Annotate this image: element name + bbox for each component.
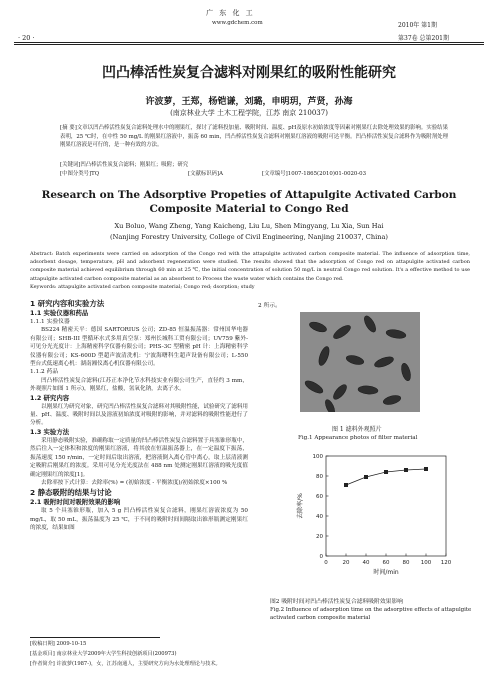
- x-tick-label: 20: [342, 560, 350, 566]
- y-tick-label: 80: [316, 474, 323, 480]
- title-en: Research on The Adsorptive Propeties of Attapulgite Activated Carbon Composite Material to Congo Red: [41, 189, 457, 215]
- section-1-heading: 1 研究内容和实验方法: [30, 299, 105, 308]
- classification-cn: [中图分类号]TQ: [60, 171, 100, 177]
- x-tick-label: 100: [420, 560, 432, 566]
- figure-2-caption-cn: 图2 吸附时间对凹凸棒活性炭复合滤料吸附效果影响: [270, 599, 404, 605]
- abstract-en: Abstract: Batch experiments were carried on adsorption of the Congo red with the attapulgite activated carbon composite material. The influence of adsorption time, adsorbent dosage, temperature, pH and adsorbent regeneration were studied. The results showed that the adsorption of Congo red on attapulgite activated carbon composite material achieved equilibrium through 60 min at 25 ℃, the initial concentration of solution 50 mg/L in neutral Congo red solution. It's a effective method to use attapulgite activated carbon composite material as an absorbent to Process the waste water which contains the Congo red.: [30, 251, 470, 282]
- section-1-1-1-heading: 1.1.1 实验仪器: [30, 319, 70, 325]
- x-tick-label: 80: [402, 560, 410, 566]
- paragraph-instruments: BS224 精密天平：德国 SARTORIUS 公司；ZD-85 恒温振荡器：常州国华电器有限公司；SHB-III 型循环水式多用真空泵：郑州长城科工贸有限公司；UV759 紫外-可见分光光度计：上海精密科学仪器有限公司；PHS-3C 型精密 pH 计：上海精密科学仪器有限公司；KS-600D 型超声波清洗机：宁波海曙科生超声设备有限公司；L-550 型台式低速离心机：湖南湘仪离心机仪器有限公司。: [30, 327, 248, 368]
- data-point: [364, 475, 368, 479]
- paragraph-removal-formula: 去除率按下式计算：去除率(%) = (初始浓度 - 平衡浓度)/初始浓度×100 %: [41, 479, 228, 486]
- footnote-author: [作者简介] 许波萝(1987-)，女，江苏南通人，主要研究方向为水处理理论与技术。: [30, 661, 221, 667]
- section-2-1-heading: 2.1 吸附时间对吸附效果的影响: [30, 498, 121, 507]
- section-1-3-heading: 1.3 实验方法: [30, 427, 70, 436]
- section-1-1-2-heading: 1.1.2 药品: [30, 369, 59, 376]
- x-tick-label: 40: [362, 560, 370, 566]
- y-axis-label: 去除率/%: [297, 493, 304, 519]
- journal-name: 广 东 化 工: [206, 9, 255, 17]
- section-2-heading: 2 静态吸附的结果与讨论: [30, 488, 112, 498]
- authors-cn: 许波萝，王郑，杨铠谦，刘璐，申明玥，芦贤，孙海: [145, 97, 353, 107]
- affiliation-cn: (南京林业大学 土木工程学院，江苏 南京 210037): [170, 109, 328, 117]
- affiliation-en: (Nanjing Forestry University, College of Civil Engineering, Nanjing 210037, China): [110, 233, 388, 241]
- y-tick-label: 40: [316, 514, 323, 520]
- paragraph-method: 采用静态吸附实验，准确称取一定质量的凹凸棒活性炭复合滤料置于具塞锥形瓶中，然后往入一定体积和浓度的刚果红溶液，将其放在恒温振荡器上，在一定温度下振荡，振荡速度 150 r/min，一定时间后取出溶液，把溶液倒入离心管中离心，取上层清液测定吸附后刚果红的浓度。采用可见分光光度法在 488 nm 处测定刚果红溶液的吸光度值确定刚果红的浓度[1]。: [30, 437, 248, 478]
- y-tick-label: 100: [312, 454, 323, 460]
- section-1-1-heading: 1.1 实验仪器和药品: [30, 309, 89, 317]
- data-point: [384, 470, 388, 474]
- paragraph-research-content: 以刚果红为研究对象，研究凹凸棒活性炭复合滤料对其吸附性能，试验研究了滤料用量、pH、温度、吸附时间以及溶液初始浓度对吸附的影响，并对滤料的吸附性能进行了分析。: [30, 403, 248, 427]
- title-cn: 凹凸棒活性炭复合滤料对刚果红的吸附性能研究: [102, 65, 396, 81]
- figure-1-caption-en: Fig.1 Appearance photos of filter material: [298, 435, 418, 441]
- volume-info: 第37卷 总第201期: [398, 35, 449, 42]
- y-tick-label: 0: [319, 554, 323, 560]
- footnote-rule: [30, 637, 160, 638]
- footnote-received: [收稿日期] 2009-10-15: [30, 641, 87, 647]
- header-rule-2: [14, 44, 484, 45]
- y-tick-label: 20: [316, 534, 323, 540]
- authors-en: Xu Boluo, Wang Zheng, Yang Kaicheng, Liu Lu, Shen Mingyang, Lu Xia, Sun Hai: [114, 222, 384, 230]
- figure-2-caption-en: Fig.2 Influence of adsorption time on the adsorptive effects of attapulgite activated carbon composite material: [270, 607, 472, 621]
- data-point: [424, 467, 428, 471]
- journal-url[interactable]: www.gdchem.com: [212, 20, 263, 26]
- document-code-cn: [文献标识码]A: [188, 171, 224, 177]
- keywords-cn: [关键词]凹凸棒活性炭复合滤料；刚果红；吸附；研究: [60, 162, 189, 168]
- section-1-2-heading: 1.2 研究内容: [30, 393, 70, 402]
- keywords-en: Keywords: attapulgite activated carbon composite material; Congo red; dsorption; study: [30, 284, 255, 290]
- header-rule: [14, 42, 484, 43]
- left-column: [30, 298, 248, 533]
- page-number: · 20 ·: [18, 34, 35, 42]
- filter-material-photo-art: [300, 312, 420, 412]
- article-number-cn: [文章编号]1007-1865(2010)01-0020-03: [262, 171, 367, 177]
- year-issue: 2010年 第1期: [398, 22, 437, 29]
- footnote-fund: [基金项目] 南京林业大学2009年大学生科技创新项目(200973): [30, 651, 177, 657]
- data-point: [404, 468, 408, 472]
- filter-material-photo: [300, 312, 420, 412]
- x-tick-label: 0: [324, 560, 328, 566]
- data-point: [344, 483, 348, 487]
- y-tick-label: 60: [316, 494, 323, 500]
- figure-1-caption-cn: 图 1 滤料外观照片: [332, 426, 382, 433]
- x-axis-label: 时间/min: [373, 569, 399, 576]
- paragraph-time-effect: 取 5 个具塞锥形瓶，加入 5 g 凹凸棒活性炭复合滤料，刚果红溶液浓度为 50 mg/L，取 50 mL，振荡温度为 25 ℃，于不同的吸附时间间隔取出锥形瓶测定刚果红的浓度，结果如图: [30, 508, 248, 532]
- adsorption-time-chart: [290, 448, 460, 584]
- x-tick-label: 120: [440, 560, 452, 566]
- abstract-cn: [摘 要]文章以凹凸棒活性炭复合滤料处理水中的刚果红，探讨了滤料投加量、吸附时间、温度、pH及原水初始浓度等因素对刚果红去除处理效果的影响。实验结果表明，25 ℃时，在中性 50 mg/L 的刚果红溶液中，振荡 60 min，凹凸棒活性炭复合滤料对刚果红溶液的吸附可达平衡。凹凸棒活性炭复合滤料作为吸附剂处理刚果红溶液是可行的，是一种有效的方法。: [60, 125, 448, 149]
- right-column-intro: 2 所示。: [258, 303, 281, 309]
- paragraph-reagents: 凹凸棒活性炭复合滤料(江苏正本净化节水科技实业有限公司生产，直径约 3 mm，外观照片如图 1 所示)，刚果红，盐酸，氢氧化钠，去离子水。: [30, 377, 248, 393]
- x-tick-label: 60: [382, 560, 390, 566]
